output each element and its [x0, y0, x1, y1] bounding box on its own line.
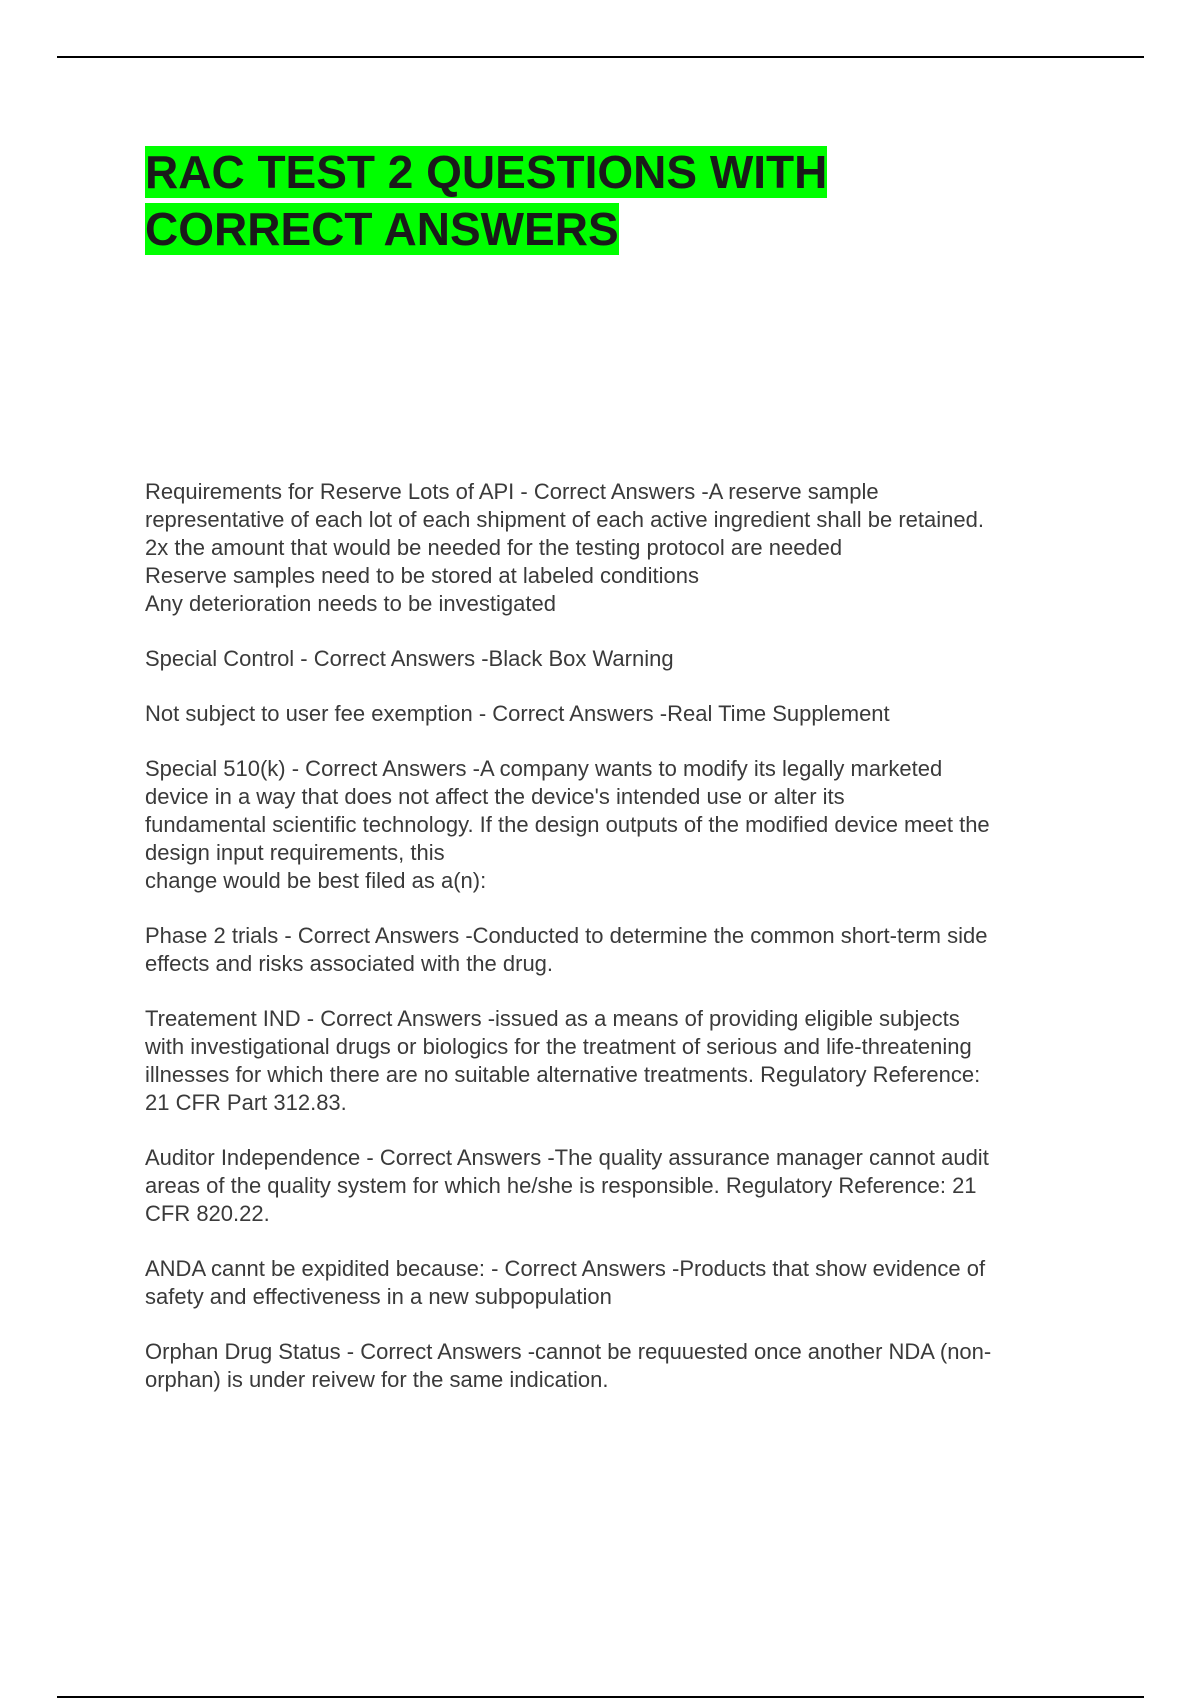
qa-item-phase-2: Phase 2 trials - Correct Answers -Conducted to determine the common short-term side effects and risks associated with the drug. — [145, 923, 988, 976]
header-rule — [57, 56, 1144, 58]
title-line-1: RAC TEST 2 QUESTIONS WITH — [145, 146, 828, 198]
qa-item-orphan-drug: Orphan Drug Status - Correct Answers -cannot be requuested once another NDA (non- orphan) is under reivew for the same indication. — [145, 1339, 992, 1392]
qa-item-special-510k: Special 510(k) - Correct Answers -A company wants to modify its legally marketed device in a way that does not affect the device's intended use or alter its fundamental scientific technology. If the design outputs of the modified device meet the design input requirements, this change would be best filed as a(n): — [145, 756, 990, 893]
document-title — [145, 144, 1145, 258]
footer-rule — [57, 1696, 1144, 1698]
title-line-2: CORRECT ANSWERS — [145, 203, 619, 255]
qa-item-treatment-ind: Treatement IND - Correct Answers -issued as a means of providing eligible subjects with investigational drugs or biologics for the treatment of serious and life-threatening illnesses for which there are no suitable alternative treatments. Regulatory Reference: 21 CFR Part 312.83. — [145, 1006, 981, 1115]
qa-item-anda: ANDA cannt be expidited because: - Correct Answers -Products that show evidence of safety and effectiveness in a new subpopulation — [145, 1256, 986, 1309]
qa-list — [145, 478, 1085, 1421]
qa-item-special-control: Special Control - Correct Answers -Black Box Warning — [145, 646, 674, 671]
qa-item-auditor-independence: Auditor Independence - Correct Answers -The quality assurance manager cannot audit areas of the quality system for which he/she is responsible. Regulatory Reference: 21 CFR 820.22. — [145, 1145, 989, 1226]
qa-item-user-fee: Not subject to user fee exemption - Correct Answers -Real Time Supplement — [145, 701, 890, 726]
qa-item-reserve-lots: Requirements for Reserve Lots of API - Correct Answers -A reserve sample representative of each lot of each shipment of each active ingredient shall be retained. 2x the amount that would be needed for the testing protocol are needed Reserve samples need to be stored at labeled conditions Any deterioration needs to be investigated — [145, 479, 984, 616]
